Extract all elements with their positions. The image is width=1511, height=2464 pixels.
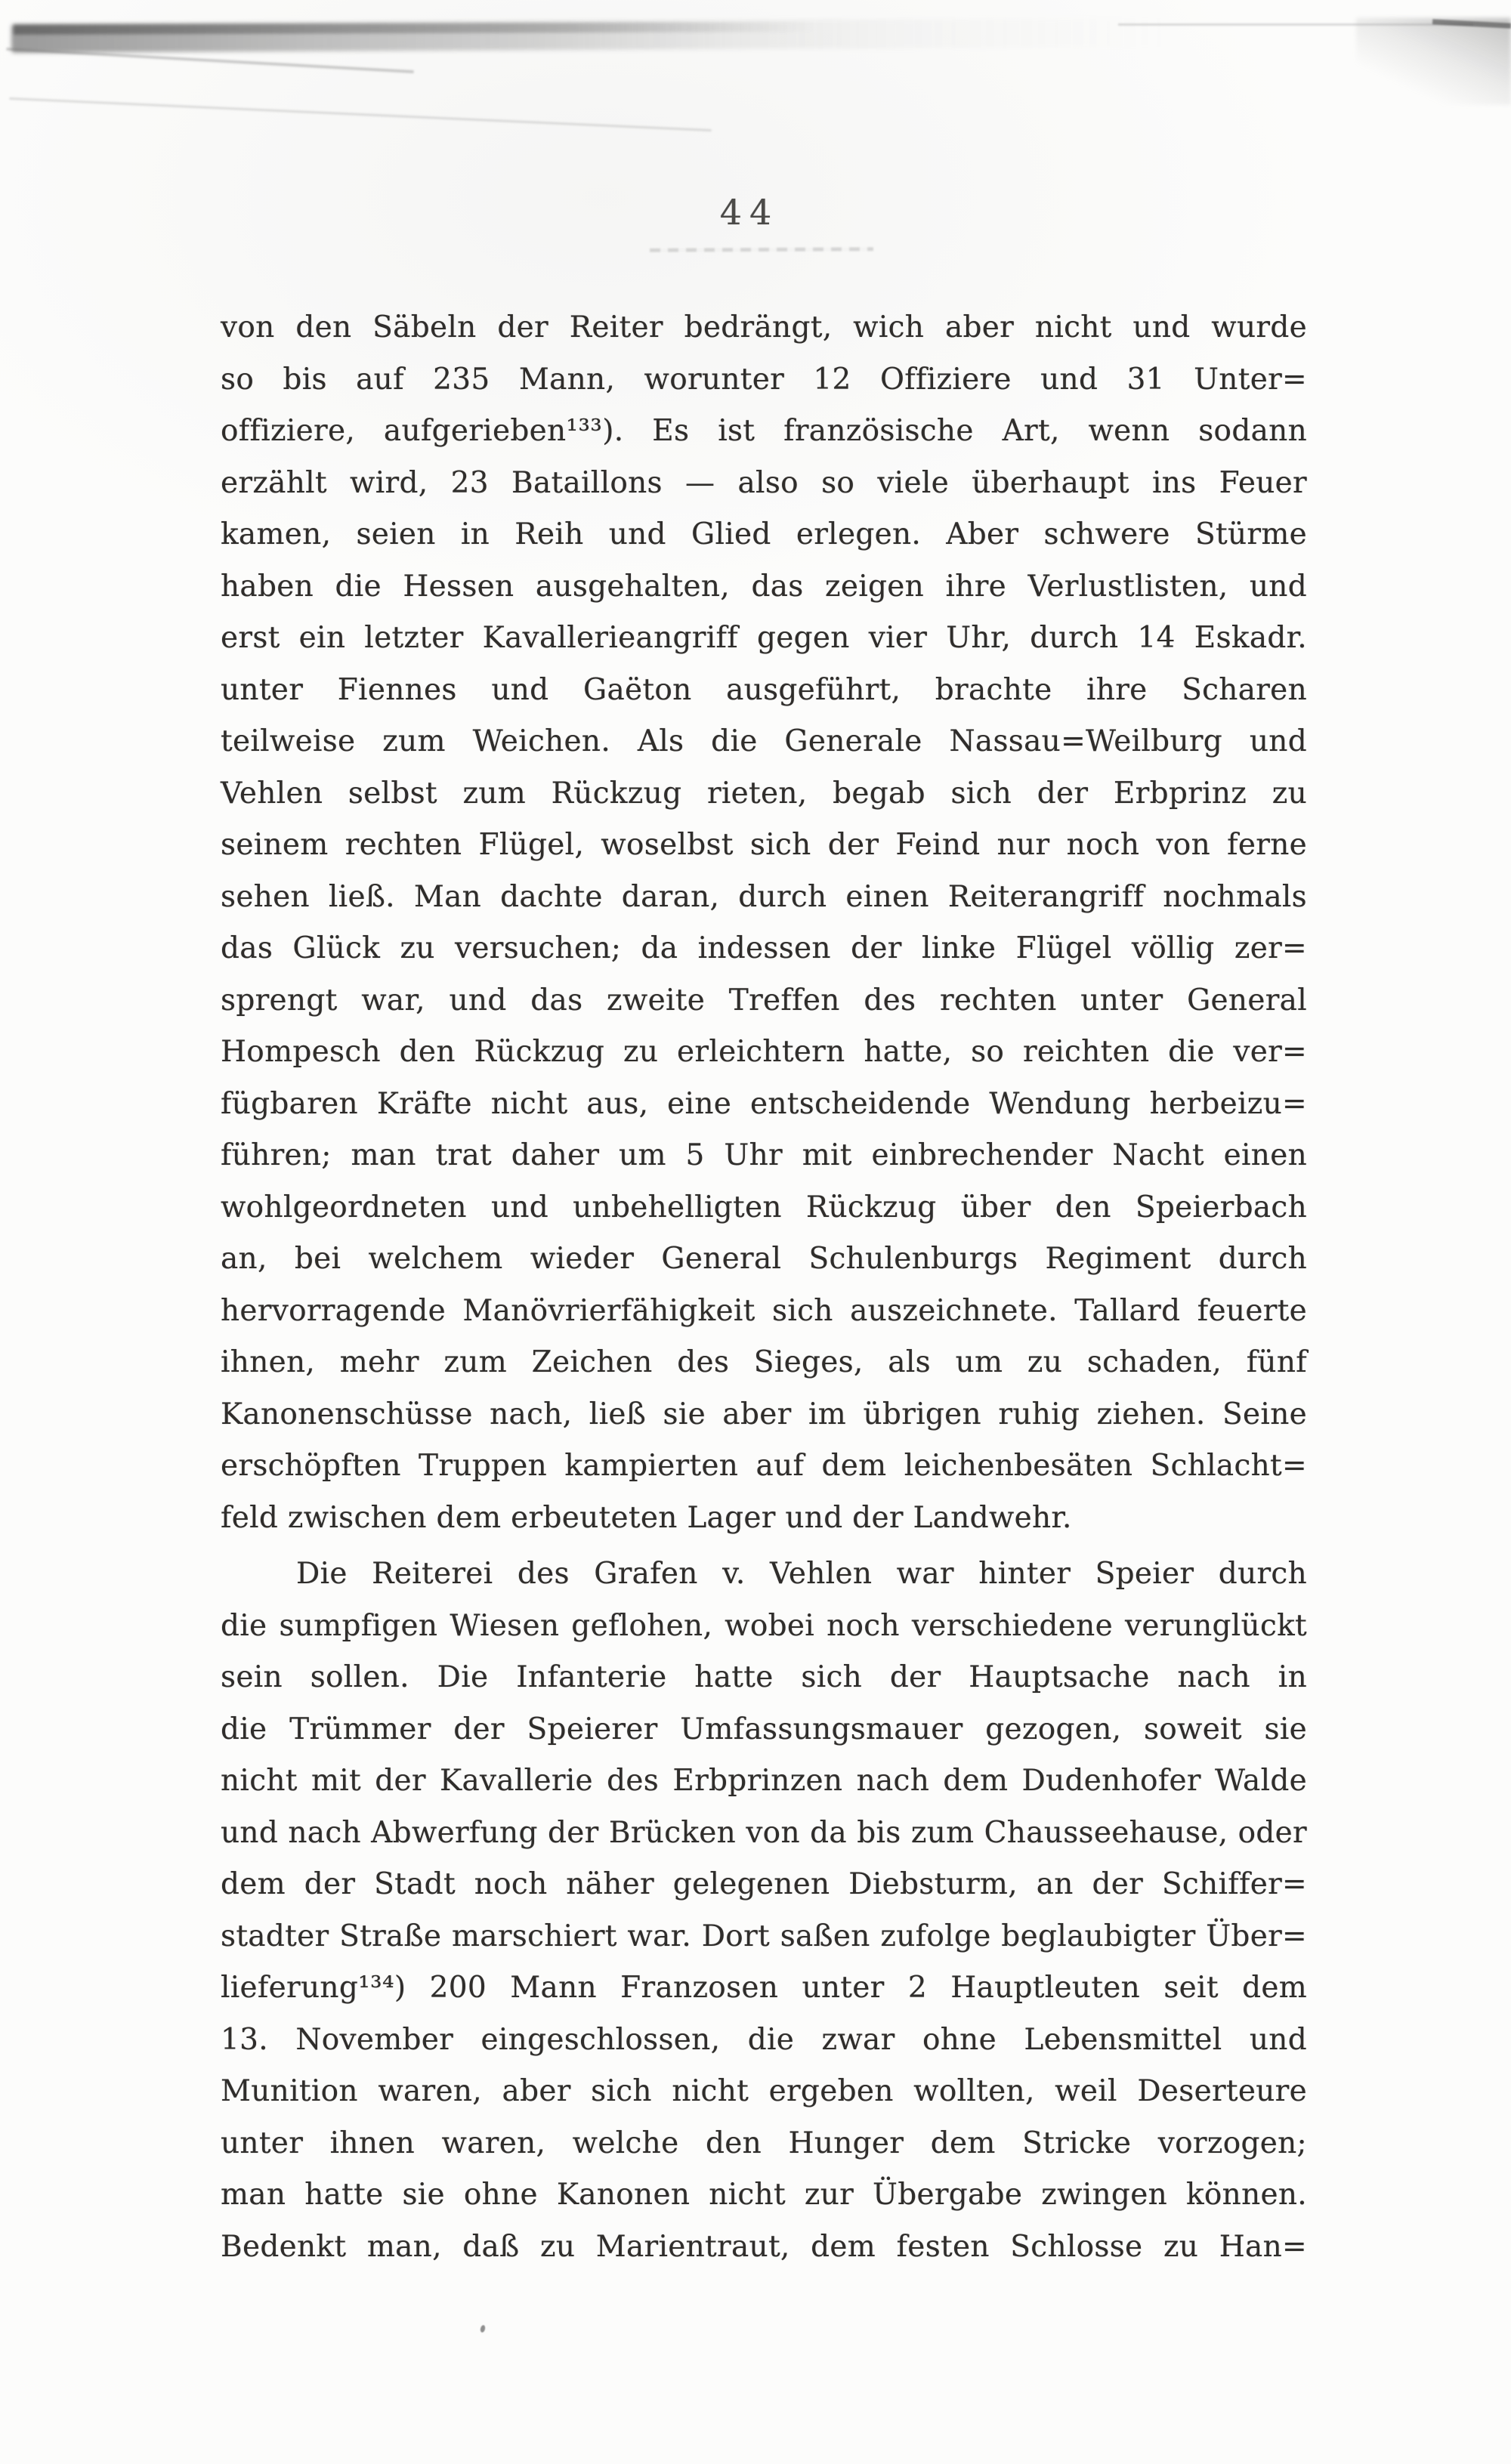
scan-artifact-speck — [480, 2324, 486, 2333]
page-number: 44 — [719, 192, 780, 233]
text-line: Hompesch den Rückzug zu erleichtern hatte, so reichten die ver= — [221, 1035, 1307, 1069]
text-line: Die Reiterei des Grafen v. Vehlen war hinter Speier durch — [296, 1557, 1307, 1591]
text-line: die sumpfigen Wiesen geflohen, wobei noch verschiedene verunglückt — [221, 1608, 1307, 1643]
text-line: man hatte sie ohne Kanonen nicht zur Übergabe zwingen können. — [221, 2178, 1307, 2212]
text-line: lieferung¹³⁴) 200 Mann Franzosen unter 2 Hauptleuten seit dem — [221, 1971, 1307, 2005]
scan-artifact-top-band-core — [14, 22, 814, 35]
text-line: seinem rechten Flügel, woselbst sich der Feind nur noch von ferne — [221, 828, 1307, 862]
text-line: erzählt wird, 23 Bataillons — also so viele überhaupt ins Feuer — [221, 465, 1307, 500]
text-block — [221, 302, 1307, 2273]
scan-artifact-scratch — [9, 97, 711, 131]
text-line: Munition waren, aber sich nicht ergeben wollten, weil Deserteure — [221, 2074, 1307, 2108]
text-line: führen; man trat daher um 5 Uhr mit einbrechender Nacht einen — [221, 1138, 1307, 1172]
text-line: sehen ließ. Man dachte daran, durch einen Reiterangriff nochmals — [221, 879, 1307, 914]
text-line: Kanonenschüsse nach, ließ sie aber im übrigen ruhig ziehen. Seine — [221, 1397, 1307, 1431]
scan-artifact-smudge — [650, 247, 873, 252]
scan-artifact-top-line — [1118, 23, 1473, 26]
scan-artifact-top-band — [11, 18, 1167, 53]
text-line: Vehlen selbst zum Rückzug rieten, begab sich der Erbprinz zu — [221, 776, 1307, 811]
text-line: feld zwischen dem erbeuteten Lager und der Landwehr. — [221, 1500, 1072, 1535]
text-line: hervorragende Manövrierfähigkeit sich auszeichnete. Tallard feuerte — [221, 1293, 1307, 1328]
text-line: erschöpften Truppen kampierten auf dem leichenbesäten Schlacht= — [221, 1449, 1307, 1483]
text-line: an, bei welchem wieder General Schulenburgs Regiment durch — [221, 1242, 1307, 1276]
text-line: offiziere, aufgerieben¹³³). Es ist französische Art, wenn sodann — [221, 414, 1307, 448]
text-line: und nach Abwerfung der Brücken von da bis zum Chausseehause, oder — [221, 1815, 1307, 1850]
text-line: Bedenkt man, daß zu Marientraut, dem festen Schlosse zu Han= — [221, 2229, 1307, 2264]
text-line: so bis auf 235 Mann, worunter 12 Offiziere und 31 Unter= — [221, 362, 1307, 397]
text-line: sprengt war, und das zweite Treffen des rechten unter General — [221, 983, 1307, 1017]
text-line: die Trümmer der Speierer Umfassungsmauer gezogen, soweit sie — [221, 1712, 1307, 1746]
text-line: das Glück zu versuchen; da indessen der linke Flügel völlig zer= — [221, 931, 1307, 965]
text-line: haben die Hessen ausgehalten, das zeigen ihre Verlustlisten, und — [221, 569, 1307, 604]
text-line: unter Fiennes und Gaëton ausgeführt, brachte ihre Scharen — [221, 672, 1307, 707]
text-line: kamen, seien in Reih und Glied erlegen. Aber schwere Stürme — [221, 517, 1307, 551]
text-line: stadter Straße marschiert war. Dort saßen zufolge beglaubigter Über= — [221, 1919, 1307, 1953]
text-line: dem der Stadt noch näher gelegenen Diebsturm, an der Schiffer= — [221, 1867, 1307, 1901]
text-line: 13. November eingeschlossen, die zwar ohne Lebensmittel und — [221, 2022, 1307, 2057]
text-line: von den Säbeln der Reiter bedrängt, wich aber nicht und wurde — [221, 310, 1307, 344]
text-line: teilweise zum Weichen. Als die Generale Nassau=Weilburg und — [221, 724, 1307, 758]
text-line: fügbaren Kräfte nicht aus, eine entscheidende Wendung herbeizu= — [221, 1086, 1307, 1121]
text-line: nicht mit der Kavallerie des Erbprinzen nach dem Dudenhofer Walde — [221, 1764, 1307, 1798]
scan-artifact-corner-line — [1432, 19, 1511, 28]
text-line: sein sollen. Die Infanterie hatte sich der Hauptsache nach in — [221, 1660, 1307, 1694]
paragraph — [221, 1548, 1307, 2273]
paragraph — [221, 302, 1307, 1544]
scan-artifact-scratch — [6, 48, 413, 73]
text-line: erst ein letzter Kavallerieangriff gegen vier Uhr, durch 14 Eskadr. — [221, 621, 1307, 655]
text-line: ihnen, mehr zum Zeichen des Sieges, als um zu schaden, fünf — [221, 1345, 1307, 1379]
scan-artifact-corner-shadow — [1356, 18, 1511, 105]
text-line: wohlgeordneten und unbehelligten Rückzug über den Speierbach — [221, 1190, 1307, 1224]
text-line: unter ihnen waren, welche den Hunger dem Stricke vorzogen; — [221, 2126, 1307, 2160]
